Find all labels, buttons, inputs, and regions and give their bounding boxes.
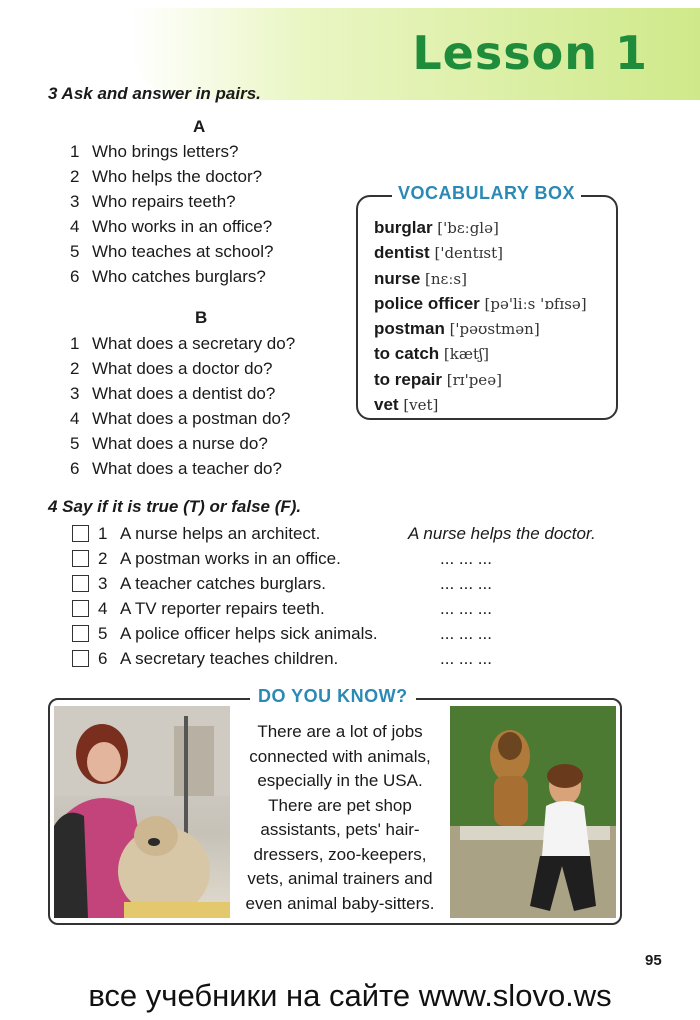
true-false-list bbox=[72, 521, 632, 671]
vocab-entry: dentist ['dentɪst] bbox=[374, 243, 503, 263]
checkbox[interactable] bbox=[72, 525, 89, 542]
checkbox[interactable] bbox=[72, 575, 89, 592]
checkbox[interactable] bbox=[72, 625, 89, 642]
checkbox[interactable] bbox=[72, 600, 89, 617]
column-b-list bbox=[70, 331, 295, 481]
list-item: 5 Who teaches at school? bbox=[70, 242, 274, 261]
woman-with-dog-photo bbox=[450, 706, 616, 918]
answer: ... ... ... bbox=[440, 549, 492, 568]
list-item: 1 A nurse helps an architect. A nurse helps the doctor. bbox=[72, 521, 632, 546]
list-item: 2 Who helps the doctor? bbox=[70, 167, 263, 186]
vocab-entry: to repair [rɪ'peə] bbox=[374, 369, 502, 389]
footer-caption[interactable]: все учебники на сайте www.slovo.ws bbox=[88, 978, 612, 1013]
vocabulary-box bbox=[356, 183, 618, 420]
answer: ... ... ... bbox=[440, 574, 492, 593]
do-you-know-box bbox=[48, 686, 622, 925]
answer: ... ... ... bbox=[440, 624, 492, 643]
list-item: 4 Who works in an office? bbox=[70, 217, 273, 236]
do-you-know-title: DO YOU KNOW? bbox=[250, 686, 416, 707]
list-item: 6 What does a teacher do? bbox=[70, 459, 282, 478]
column-b-label: B bbox=[195, 308, 208, 327]
list-item: 5 A police officer helps sick animals. ... ... ... bbox=[72, 621, 632, 646]
list-item: 1 What does a secretary do? bbox=[70, 334, 296, 353]
list-item: 2 What does a doctor do? bbox=[70, 359, 273, 378]
vocab-entry: police officer [pə'liːs 'ɒfɪsə] bbox=[374, 293, 587, 313]
list-item: 6 A secretary teaches children. ... ... ... bbox=[72, 646, 632, 671]
vocab-entry: vet [vet] bbox=[374, 395, 439, 415]
list-item: 4 What does a postman do? bbox=[70, 409, 291, 428]
vocab-entry: burglar ['bɛːglə] bbox=[374, 218, 499, 237]
list-item: 3 Who repairs teeth? bbox=[70, 192, 236, 211]
answer: A nurse helps the doctor. bbox=[408, 524, 596, 543]
answer: ... ... ... bbox=[440, 599, 492, 618]
exercise-4-heading: 4 Say if it is true (T) or false (F). bbox=[48, 497, 302, 516]
list-item: 1 Who brings letters? bbox=[70, 142, 239, 161]
vocabulary-box-title: VOCABULARY BOX bbox=[392, 183, 581, 204]
vocab-entry: nurse [nɛːs] bbox=[374, 268, 467, 288]
vocab-entry: to catch [kætʃ] bbox=[374, 344, 489, 364]
list-item: 5 What does a nurse do? bbox=[70, 434, 268, 453]
list-item: 4 A TV reporter repairs teeth. ... ... ... bbox=[72, 596, 632, 621]
do-you-know-text: There are a lot of jobs connected with animals, especially in the USA. There are pet shop assistants, pets' hair- dressers, zoo-keepers, vets, animal trainers and even animal baby-sitters. bbox=[245, 722, 435, 913]
page-number: 95 bbox=[645, 952, 662, 969]
groomer-with-dog-photo bbox=[54, 706, 230, 918]
answer: ... ... ... bbox=[440, 649, 492, 668]
page-title: Lesson 1 bbox=[412, 26, 648, 80]
list-item: 3 What does a dentist do? bbox=[70, 384, 276, 403]
list-item: 3 A teacher catches burglars. ... ... ... bbox=[72, 571, 632, 596]
column-a-label: A bbox=[193, 117, 206, 136]
exercise-3-heading: 3 Ask and answer in pairs. bbox=[48, 84, 261, 103]
checkbox[interactable] bbox=[72, 650, 89, 667]
list-item: 2 A postman works in an office. ... ... ... bbox=[72, 546, 632, 571]
checkbox[interactable] bbox=[72, 550, 89, 567]
column-a-list bbox=[70, 139, 273, 289]
vocab-entry: postman ['pəʊstmən] bbox=[374, 319, 540, 339]
list-item: 6 Who catches burglars? bbox=[70, 267, 266, 286]
